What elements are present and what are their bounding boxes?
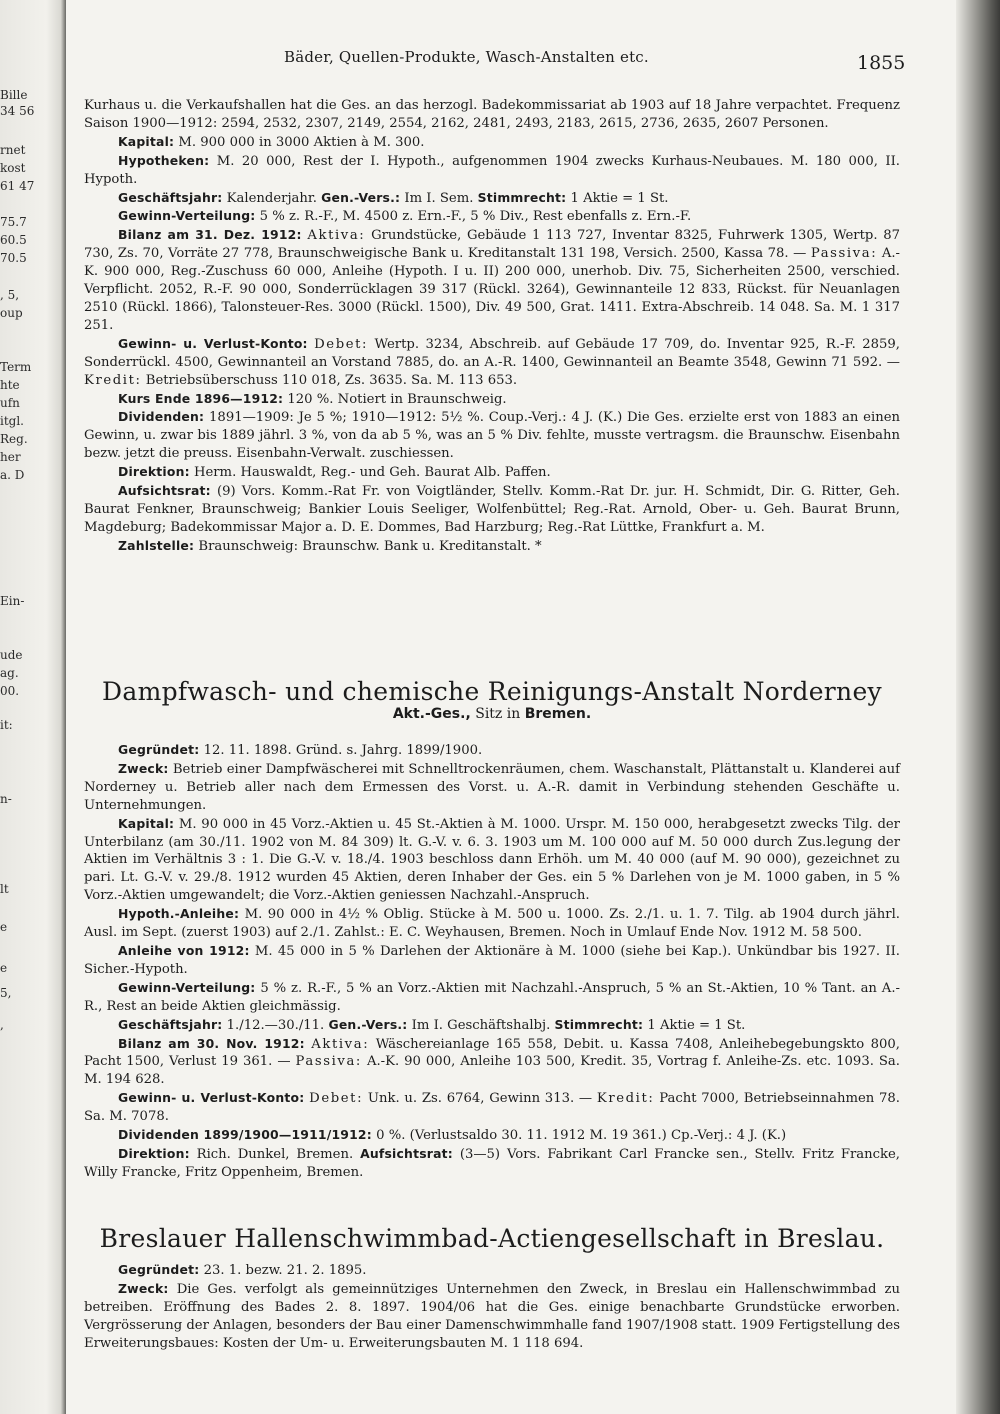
- entry-field-direktion: [84, 463, 900, 482]
- entry-field-zahlstelle: [84, 537, 900, 556]
- field-value: 1 Aktie = 1 St.: [570, 190, 669, 206]
- field-label: Hypotheken:: [118, 152, 210, 168]
- field-value: 0 %. (Verlustsaldo 30. 11. 1912 M. 19 361.) Cp.-Verj.: 4 J. (K.): [376, 1128, 787, 1144]
- field-value: M. 90 000 in 4½ % Oblig. Stücke à M. 500 u. 1000. Zs. 2./1. u. 1. 7. Tilg. ab 1904 durch jährl. Ausl. im Sept. (zuerst 1903) auf 2./1. Zahlst.: E. C. Weyhausen, Bremen. Noch in Umlauf Ende Nov. 1912 M. 58 500.: [84, 907, 900, 941]
- entry-field-gewinnverteilung: [84, 207, 900, 226]
- field-label: Direktion:: [118, 1145, 190, 1161]
- field-value: Im I. Sem.: [404, 190, 474, 206]
- legal-form: Akt.-Ges.,: [392, 706, 471, 722]
- margin-fragment: 5,: [0, 986, 12, 1000]
- margin-fragment: kost: [0, 161, 26, 175]
- margin-fragment: Reg.: [0, 432, 28, 446]
- page-number: 1855: [857, 52, 906, 74]
- field-label: Gen.-Vers.:: [328, 1016, 408, 1032]
- field-value: 1./12.—30./11.: [226, 1017, 325, 1033]
- field-label: Gewinn- u. Verlust-Konto:: [118, 1090, 305, 1106]
- margin-fragment: 70.5: [0, 251, 27, 265]
- entry-field-anleihe: [84, 942, 900, 979]
- company-entry: [84, 1261, 900, 1353]
- field-label: Gegründet:: [118, 1262, 200, 1277]
- field-value: M. 900 000 in 3000 Aktien à M. 300.: [178, 134, 425, 150]
- running-head: Bäder, Quellen-Produkte, Wasch-Anstalten etc.: [284, 48, 649, 66]
- margin-fragment: n-: [0, 792, 12, 806]
- debet-label: Debet:: [309, 1091, 364, 1107]
- field-label: Geschäftsjahr:: [118, 1016, 223, 1032]
- field-value: A.-K. 900 000, Reg.-Zuschuss 60 000, Anleihe (Hypoth. I u. II) 200 000, unerhob. Div. 75, Sicherheiten 2500, verschied. Verpflicht. 2052, R.-F. 90 000, Sonderrücklagen 39 317 (Rückl. 3264), Gewinnanteile 12 833, Rückst. für Neuanlagen 2510 (Rückl. 1866), Talonsteuer-Res. 3000 (Rückl. 1500), Div. 49 500, Grat. 1411. Extra-Abschreib. 14 048. Sa. M. 1 317 251.: [84, 246, 900, 333]
- field-value: Herm. Hauswaldt, Reg.- und Geh. Baurat Alb. Paffen.: [193, 465, 551, 481]
- field-label: Gewinn-Verteilung:: [118, 208, 256, 224]
- margin-fragment: e: [0, 961, 8, 975]
- company-subtitle: [84, 706, 900, 722]
- margin-fragment: her: [0, 450, 21, 464]
- field-value: Pacht 7000, Betriebseinnahmen 78. Sa. M. 7078.: [84, 1091, 900, 1125]
- margin-fragment: Term: [0, 360, 32, 374]
- field-value: A.-K. 90 000, Anleihe 103 500, Kredit. 35, Vortrag f. Anleihe-Zs. etc. 1093. Sa. M. 194 628.: [84, 1054, 900, 1088]
- field-label: Zahlstelle:: [118, 537, 195, 553]
- entry-intro: [84, 97, 900, 133]
- field-value: 5 % z. R.-F., 5 % an Vorz.-Aktien mit Nachzahl.-Anspruch, 5 % an St.-Aktien, 10 % Tant. an A.-R., Rest an beide Aktien gleichmässig.: [84, 980, 900, 1014]
- margin-fragment: lt: [0, 882, 9, 896]
- aktiva-label: Aktiva:: [307, 228, 366, 244]
- entry-field-bilanz: [84, 226, 900, 334]
- field-label: Gen.-Vers.:: [321, 189, 401, 205]
- margin-fragment: e: [0, 920, 8, 934]
- entry-field-hypotheken: [84, 152, 900, 189]
- field-value: 1 Aktie = 1 St.: [647, 1017, 746, 1033]
- field-label: Dividenden:: [118, 409, 205, 425]
- margin-fragment: ude: [0, 648, 23, 662]
- passiva-label: Passiva:: [810, 246, 878, 262]
- field-value: Wertp. 3234, Abschreib. auf Gebäude 17 709, do. Inventar 925, R.-F. 2859, Sonderrückl. 4500, Gewinnanteil an Vorstand 7885, do. an A.-R. 1400, Gewinnanteil an Beamte 3548, Gewinn 71 592. —: [84, 336, 900, 370]
- entry-field-geschaeftsjahr: [84, 1016, 900, 1035]
- margin-fragment: , 5,: [0, 288, 20, 302]
- seat-city: Bremen.: [524, 706, 592, 722]
- margin-fragment: Bille: [0, 88, 28, 102]
- field-value: 120 %. Notiert in Braunschweig.: [287, 391, 507, 407]
- margin-fragment: 00.: [0, 684, 20, 698]
- field-value: 5 % z. R.-F., M. 4500 z. Ern.-F., 5 % Div., Rest ebenfalls z. Ern.-F.: [259, 209, 692, 225]
- binding-edge: [956, 0, 1000, 1414]
- field-value: M. 45 000 in 5 % Darlehen der Aktionäre à M. 1000 (siehe bei Kap.). Unkündbar bis 1927. II. Sicher.-Hypoth.: [84, 943, 900, 977]
- facing-page-edge: [0, 0, 66, 1414]
- field-label: Gewinn- u. Verlust-Konto:: [118, 335, 308, 351]
- margin-fragment: rnet: [0, 143, 26, 157]
- field-value: Betrieb einer Dampfwäscherei mit Schnelltrockenräumen, chem. Waschanstalt, Plättanstalt u. Klanderei auf Norderney u. Betrieb aller nach dem Ermessen des Vorst. u. A.-R. damit in Verbindung stehenden Geschäfte u. Unternehmungen.: [84, 761, 900, 813]
- field-value: 1891—1909: Je 5 %; 1910—1912: 5½ %. Coup.-Verj.: 4 J. (K.) Die Ges. erzielte erst von 1883 an einen Gewinn, u. zwar bis 1889 jährl. 3 %, von da ab 5 %, was an 5 % Div. fehlte, musste vertragsm. die Braunschw. Eisenbahn bezw. jetzt die preuss. Eisenbahn-Verwalt. zuschiessen.: [84, 410, 900, 462]
- margin-fragment: Ein-: [0, 594, 25, 608]
- field-value: M. 20 000, Rest der I. Hypoth., aufgenommen 1904 zwecks Kurhaus-Neubaues. M. 180 000, II. Hypoth.: [84, 153, 900, 187]
- margin-fragment: 60.5: [0, 233, 27, 247]
- entry-field-kapital: [84, 133, 900, 152]
- entry-field-gegruendet: [84, 741, 900, 760]
- field-value: Unk. u. Zs. 6764, Gewinn 313. —: [367, 1091, 593, 1107]
- margin-fragment: a. D: [0, 468, 25, 482]
- entry-field-dividenden: [84, 408, 900, 463]
- entry-field-guv: [84, 1089, 900, 1126]
- field-label: Stimmrecht:: [554, 1016, 644, 1032]
- entry-field-guv: [84, 335, 900, 390]
- margin-fragment: it:: [0, 718, 13, 732]
- field-value: 12. 11. 1898. Gründ. s. Jahrg. 1899/1900.: [203, 743, 483, 758]
- field-label: Bilanz am 31. Dez. 1912:: [118, 227, 302, 243]
- field-label: Zweck:: [118, 760, 169, 776]
- page-content: [84, 0, 906, 1414]
- field-value: M. 90 000 in 45 Vorz.-Aktien u. 45 St.-Aktien à M. 1000. Urspr. M. 150 000, herabgesetzt zwecks Tilg. der Unterbilanz (am 30./11. 1902 von M. 84 309) lt. G.-V. v. 6. 3. 1903 um M. 100 000 auf M. 50 000 durch Zus.legung der Aktien im Verhältnis 3 : 1. Die G.-V. v. 18./4. 1903 beschloss dann Erhöh. um M. 40 000 (auf M. 90 000), gezeichnet zu pari. Lt. G.-V. v. 29./8. 1912 wurden 45 Aktien, deren Inhaber der Ges. ein 5 % Darlehen von je M. 1000 gaben, in 5 % Vorz.-Aktien umgewandelt; die Vorz.-Aktien geniessen Nachzahl.-Anspruch.: [84, 816, 900, 904]
- entry-field-gewinnverteilung: [84, 979, 900, 1016]
- company-entry: [84, 741, 900, 1182]
- entry-field-geschaeftsjahr: [84, 189, 900, 208]
- field-value: 23. 1. bezw. 21. 2. 1895.: [203, 1263, 367, 1278]
- margin-fragment: 75.7: [0, 215, 27, 229]
- field-label: Kapital:: [118, 815, 175, 831]
- company-title: Dampfwasch- und chemische Reinigungs-Anstalt Norderney: [102, 677, 882, 706]
- entry-field-direktion: [84, 1145, 900, 1182]
- aktiva-label: Aktiva:: [311, 1036, 370, 1052]
- debet-label: Debet:: [314, 336, 369, 352]
- entry-field-zweck: [84, 760, 900, 815]
- field-label: Stimmrecht:: [477, 189, 567, 205]
- entry-field-bilanz: [84, 1035, 900, 1090]
- field-label: Gegründet:: [118, 742, 200, 757]
- margin-fragment: itgl.: [0, 414, 24, 428]
- field-label: Kurs Ende 1896—1912:: [118, 390, 284, 406]
- entry-field-gegruendet: [84, 1261, 900, 1280]
- field-value: Im I. Geschäftshalbj.: [411, 1017, 551, 1033]
- kredit-label: Kredit:: [596, 1091, 655, 1107]
- margin-fragment: 61 47: [0, 179, 35, 193]
- entry-field-zweck: [84, 1280, 900, 1353]
- margin-fragment: hte: [0, 378, 20, 392]
- entry-field-kapital: [84, 815, 900, 906]
- field-value: (9) Vors. Komm.-Rat Fr. von Voigtländer, Stellv. Komm.-Rat Dr. jur. H. Schmidt, Dir. G. Ritter, Geh. Baurat Fenkner, Braunschweig; Bankier Louis Seeliger, Wolfenbüttel; Reg.-Rat. Arnold, Ober- u. Geh. Baurat Brunn, Magdeburg; Badekommissar Major a. D. E. Dommes, Bad Harzburg; Reg.-Rat Lüttke, Frankfurt a. M.: [84, 484, 900, 535]
- entry-continuation: [84, 97, 900, 556]
- field-value: Kalenderjahr.: [226, 190, 317, 206]
- company-title: Breslauer Hallenschwimmbad-Actiengesellschaft in Breslau.: [99, 1224, 885, 1253]
- intro-text: Kurhaus u. die Verkaufshallen hat die Ges. an das herzogl. Badekommissariat ab 1903 auf 18 Jahre verpachtet. Frequenz Saison 1900—1912: 2594, 2532, 2307, 2149, 2554, 2162, 2481, 2493, 2183, 2615, 2736, 2635, 2607 Personen.: [84, 98, 900, 131]
- margin-fragment: ufn: [0, 396, 20, 410]
- field-label: Aufsichtsrat:: [118, 483, 211, 499]
- field-label: Gewinn-Verteilung:: [118, 979, 256, 995]
- field-value: Braunschweig: Braunschw. Bank u. Kreditanstalt. *: [198, 538, 542, 554]
- margin-fragment: oup: [0, 306, 23, 320]
- field-value: Grundstücke, Gebäude 1 113 727, Inventar 8325, Fuhrwerk 1305, Wertp. 87 730, Zs. 70, Vorräte 27 778, Braunschweigische Bank u. Kreditanstalt 131 198, Versich. 2500, Kassa 78. —: [84, 228, 901, 262]
- field-label: Hypoth.-Anleihe:: [118, 906, 240, 922]
- field-label: Bilanz am 30. Nov. 1912:: [118, 1035, 305, 1051]
- field-label: Geschäftsjahr:: [118, 189, 223, 205]
- entry-field-aufsichtsrat: [84, 482, 900, 537]
- field-label: Kapital:: [118, 133, 175, 149]
- seat-label: Sitz in: [475, 706, 521, 722]
- field-label: Aufsichtsrat:: [360, 1145, 453, 1161]
- entry-field-kurs: [84, 390, 900, 409]
- field-value: Rich. Dunkel, Bremen.: [196, 1146, 354, 1162]
- field-value: Wäschereianlage 165 558, Debit. u. Kassa 7408, Anleihebegebungskto 800, Pacht 1500, Verlust 19 361. —: [84, 1036, 900, 1070]
- margin-fragment: 34 56: [0, 104, 35, 118]
- field-value: Betriebsüberschuss 110 018, Zs. 3635. Sa. M. 113 653.: [145, 372, 518, 388]
- field-value: (3—5) Vors. Fabrikant Carl Francke sen., Stellv. Fritz Francke, Willy Francke, Fritz Oppenheim, Bremen.: [84, 1146, 901, 1180]
- margin-fragment: ag.: [0, 666, 19, 680]
- field-label: Dividenden 1899/1900—1911/1912:: [118, 1127, 372, 1143]
- entry-field-hypoth-anleihe: [84, 905, 900, 942]
- margin-fragment: ,: [0, 1018, 4, 1032]
- field-label: Direktion:: [118, 464, 190, 480]
- entry-field-dividenden: [84, 1126, 900, 1145]
- field-value: Die Ges. verfolgt als gemeinnütziges Unternehmen den Zweck, in Breslau ein Hallenschwimmbad zu betreiben. Eröffnung des Bades 2. 8. 1897. 1904/06 hat die Ges. einige benachbarte Grundstücke erworben. Vergrösserung der Anlagen, besonders der Bau einer Damenschwimmhalle fand 1907/1908 statt. 1909 Fertigstellung des Erweiterungsbaues: Kosten der Um- u. Erweiterungsbauten M. 1 118 694.: [84, 1281, 901, 1351]
- kredit-label: Kredit:: [84, 372, 142, 388]
- passiva-label: Passiva:: [295, 1054, 362, 1070]
- field-label: Anleihe von 1912:: [118, 942, 250, 958]
- field-label: Zweck:: [118, 1280, 169, 1296]
